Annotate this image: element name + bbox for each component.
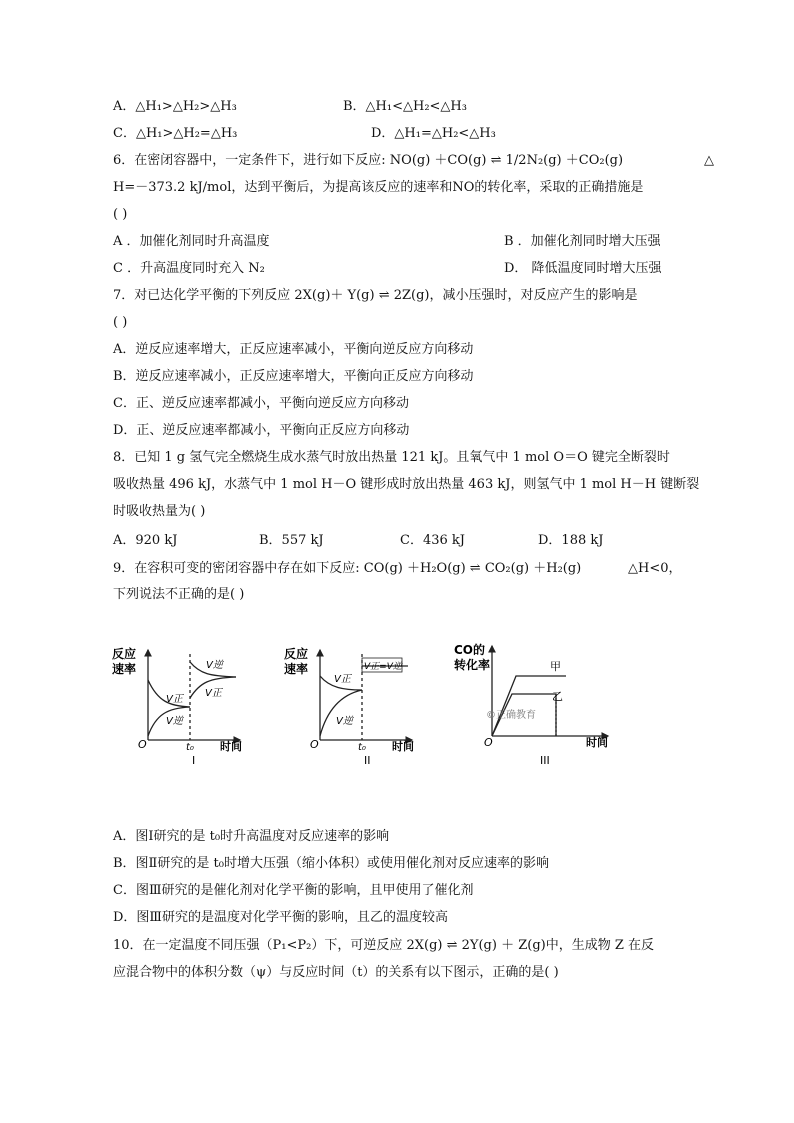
fig1-v-reverse-label-left: V逆 (166, 716, 183, 727)
q5-option-b: B．△H₁<△H₂<△H₃ (343, 99, 467, 114)
fig1-ylabel-top: 反应 (112, 647, 137, 661)
q7-stem: 7．对已达化学平衡的下列反应 2X(g)＋ Y(g) ⇌ 2Z(g)，减小压强时，对反应产生的影响是 (113, 288, 638, 303)
q6-answer-blank: ( ) (113, 207, 128, 222)
fig1-caption: I (192, 754, 196, 767)
q8-option-c: C．436 kJ (400, 533, 465, 548)
figure-1 (148, 650, 240, 740)
q9-option-b: B．图Ⅱ研究的是 t₀时增大压强（缩小体积）或使用催化剂对反应速率的影响 (113, 856, 549, 871)
q9-option-d: D．图Ⅲ研究的是温度对化学平衡的影响，且乙的温度较高 (113, 910, 448, 925)
q9-figures (108, 636, 628, 768)
fig2-equal-box-label: V正=V逆 (364, 662, 402, 672)
q8-option-b: B．557 kJ (259, 533, 324, 548)
fig2-ylabel-top: 反应 (284, 647, 309, 661)
q6-option-b: B ．加催化剂同时增大压强 (504, 234, 661, 249)
q5-option-c: C．△H₁>△H₂=△H₃ (113, 126, 238, 141)
fig2-v-forward-label: V正 (334, 674, 351, 685)
fig3-ylabel-top: CO的 (454, 643, 486, 657)
q8-option-a: A．920 kJ (113, 533, 178, 548)
q9-option-a: A．图Ⅰ研究的是 t₀时升高温度对反应速率的影响 (113, 829, 390, 844)
q8-option-d: D．188 kJ (538, 533, 604, 548)
fig3-series-yi: 乙 (552, 690, 563, 703)
fig2-xlabel: 时间 (392, 740, 414, 753)
q8-stem-line3: 时吸收热量为( ) (113, 504, 206, 519)
fig2-origin: O (310, 738, 319, 751)
fig2-v-reverse-label: V逆 (336, 716, 353, 727)
fig1-xlabel: 时间 (220, 740, 242, 753)
fig3-series-jia: 甲 (550, 660, 561, 673)
q10-stem-line1: 10．在一定温度不同压强（P₁<P₂）下，可逆反应 2X(g) ⇌ 2Y(g) ＋ Z(g)中，生成物 Z 在反 (113, 938, 655, 953)
q7-option-c: C．正、逆反应速率都减小，平衡向逆反应方向移动 (113, 396, 409, 411)
fig2-t0: t₀ (358, 742, 366, 753)
fig1-t0: t₀ (186, 742, 194, 753)
q9-stem-line1: 9．在容积可变的密闭容器中存在如下反应: CO(g) ＋H₂O(g) ⇌ CO₂(g) ＋H₂(g) (113, 561, 582, 576)
q7-option-b: B．逆反应速率减小，正反应速率增大，平衡向正反应方向移动 (113, 369, 474, 384)
q6-stem-line2: H=－373.2 kJ/mol，达到平衡后，为提高该反应的速率和NO的转化率，采取的正确措施是 (113, 180, 644, 195)
fig1-v-forward-label-right: V正 (205, 688, 222, 699)
q9-stem-line2: 下列说法不正确的是( ) (113, 587, 245, 602)
q6-option-d: D． 降低温度同时增大压强 (504, 261, 662, 276)
q9-option-c: C．图Ⅲ研究的是催化剂对化学平衡的影响，且甲使用了催化剂 (113, 883, 474, 898)
fig3-ylabel-bottom: 转化率 (454, 658, 491, 672)
q10-stem-line2: 应混合物中的体积分数（ψ）与反应时间（t）的关系有以下图示，正确的是( ) (113, 965, 559, 980)
fig3-caption: III (540, 754, 550, 767)
q6-stem-tail: △ (704, 153, 714, 168)
q6-stem-line1: 6．在密闭容器中，一定条件下，进行如下反应: NO(g) ＋CO(g) ⇌ 1/2N₂(g) ＋CO₂(g) (113, 153, 624, 168)
fig3-xlabel: 时间 (586, 736, 608, 749)
q7-option-a: A．逆反应速率增大，正反应速率减小，平衡向逆反应方向移动 (113, 342, 474, 357)
fig3-watermark: ©正确教育 (486, 710, 536, 721)
q8-stem-line2: 吸收热量 496 kJ，水蒸气中 1 mol H－O 键形成时放出热量 463 kJ，则氢气中 1 mol H－H 键断裂 (113, 477, 700, 492)
q7-option-d: D．正、逆反应速率都减小，平衡向正反应方向移动 (113, 423, 410, 438)
fig3-origin: O (484, 736, 493, 749)
fig1-v-reverse-label: V逆 (206, 660, 223, 671)
q8-stem-line1: 8．已知 1 g 氢气完全燃烧生成水蒸气时放出热量 121 kJ。且氧气中 1 mol O＝O 键完全断裂时 (113, 450, 670, 465)
q7-answer-blank: ( ) (113, 315, 128, 330)
fig2-caption: II (364, 754, 371, 767)
fig1-v-forward-label-left: V正 (166, 694, 183, 705)
fig2-ylabel-bottom: 速率 (284, 662, 309, 676)
q9-stem-tail: △H<0， (628, 561, 682, 576)
q6-option-c: C ．升高温度同时充入 N₂ (113, 261, 265, 276)
fig1-origin: O (138, 738, 147, 751)
fig1-ylabel-bottom: 速率 (112, 662, 137, 676)
q5-option-a: A．△H₁>△H₂>△H₃ (113, 99, 237, 114)
q6-option-a: A ．加催化剂同时升高温度 (113, 234, 270, 249)
q5-option-d: D．△H₁=△H₂<△H₃ (371, 126, 496, 141)
